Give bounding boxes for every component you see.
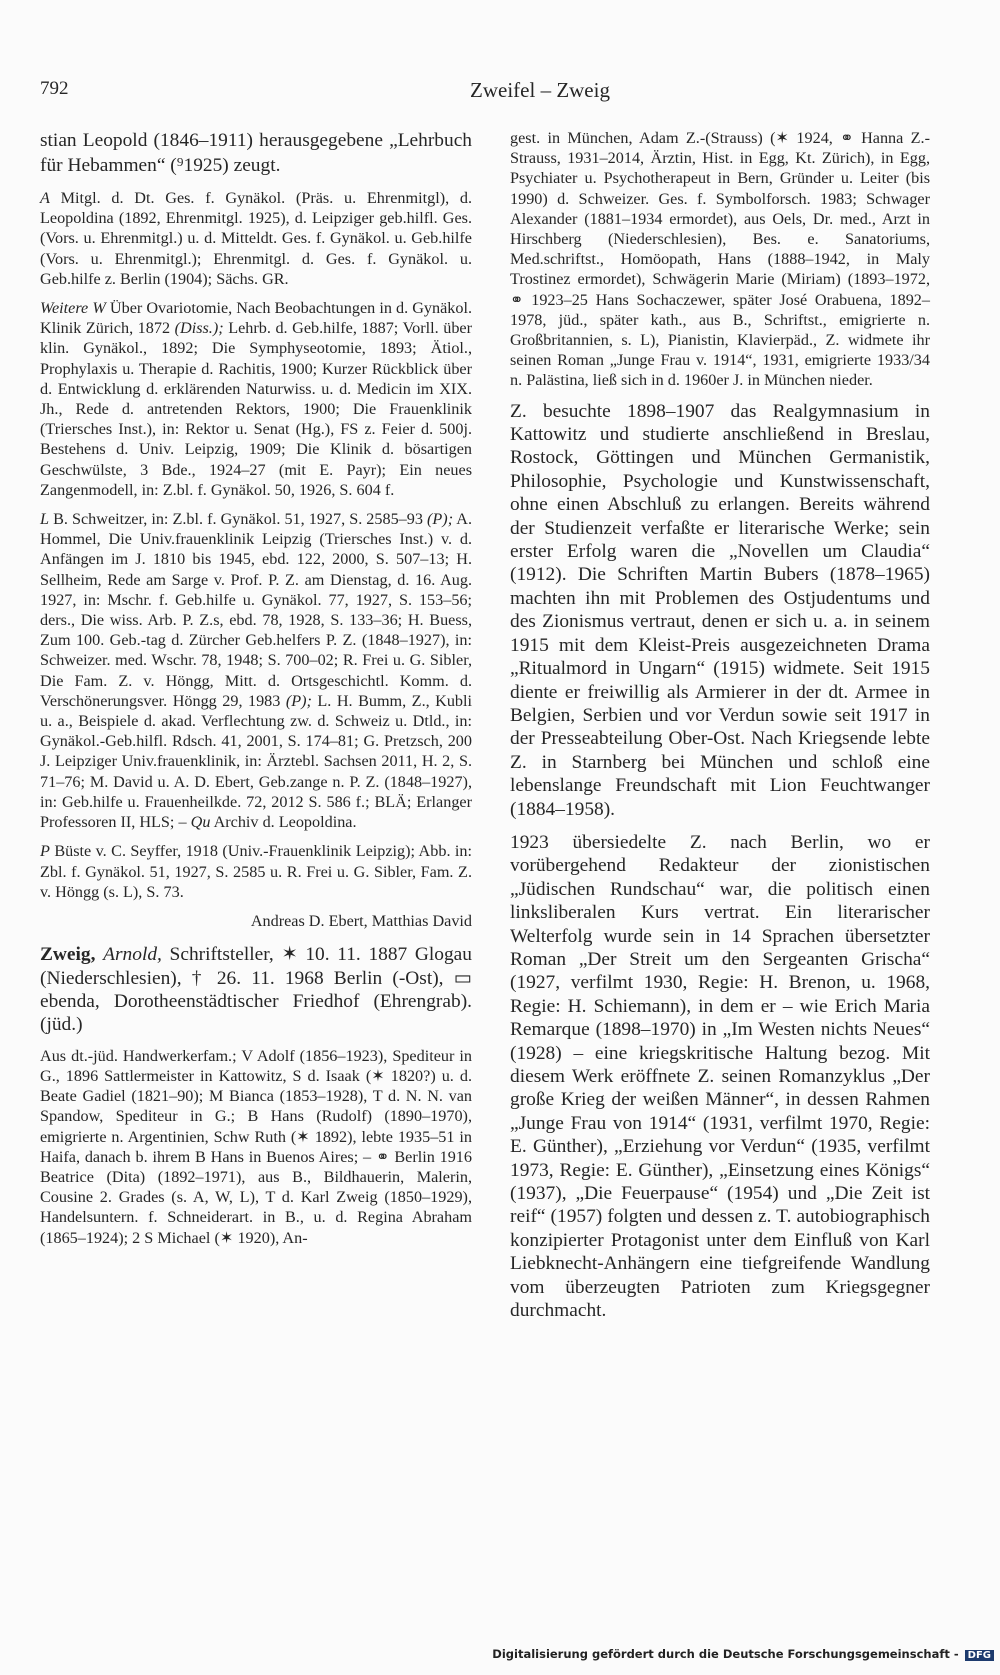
literature-text-3: L. H. Bumm, Z., Kubli u. a., Beispiele d. akad. Verflechtung zw. d. Schweiz u. Dtld., in: Gynäkol.-Geb.hilfl. Rdsch. 41, 2001, S. 174–81; G. Pretzsch, 200 J. Leipziger Univ.frauenklinik, in: Ärztebl. Sachsen 2011, H. 2, S. 71–76; M. David u. A. D. Ebert, Geb.zange n. P. Z. (1848–1927), in: Geb.hilfe u. Frauenheilkde. 72, 2012 S. 586 f.; BLÄ; Erlanger Professoren II, HLS; –	[40, 691, 473, 832]
biography-paragraph-2: 1923 übersiedelte Z. nach Berlin, wo er vorübergehend Redakteur der zionistischen „Jüdischen Rundschau“ war, die politisch einen linksliberalen Kurs vertrat. Ein literarischer Welterfolg wurde sein in 14 Sprachen übersetzter Roman „Der Streit um den Sergeanten Grischa“ (1927, verfilmt 1930, Regie: H. Brenon, u. 1968, Regie: H. Schiemann), in dem er – wie Erich Maria Remarque (1898–1970) in „Im Westen nichts Neues“ (1928) – eine kriegskritische Haltung bezog. Mit diesem Werk eröffnete Z. seinen Romanzyklus „Der große Krieg der weißen Männer“, in dessen Rahmen „Junge Frau von 1914“ (1931, verfilmt 1970, Regie: E. Günther), „Erziehung vor Verdun“ (1935, verfilmt 1973, Regie: E. Günther), „Einsetzung eines Königs“ (1937), „Die Feuerpause“ (1954) und „Die Zeit ist reif“ (1957) folgten und dessen z. T. autobiographisch konzipierter Protagonist unter dem Einfluß von Karl Liebknecht-Anhängern eine tiefgreifende Wandlung vom überzeugten Patrioten zum Kriegsgegner durchmacht.	[510, 831, 930, 1322]
lead-paragraph: stian Leopold (1846–1911) herausgegebene „Lehrbuch für Hebammen“ (⁹1925) zeugt.	[40, 130, 472, 176]
left-column	[40, 128, 472, 1257]
entry-surname: Zweig,	[40, 944, 96, 966]
literature-text-2: A. Hommel, Die Univ.frauenklinik Leipzig (Triersches Inst.) v. d. Anfängen im J. 1810 bis 1945, ebd. 122, 2000, S. 507–13; H. Sellheim, Rede am Sarge v. Prof. P. Z. am Dienstag, d. 16. Aug. 1927, in: Mschr. f. Geb.hilfe u. Gynäkol. 77, 1927, S. 153–56; ders., Die wiss. Arb. P. Z.s, ebd. 78, 1928, S. 133–36; H. Buess, Zum 100. Geb.-tag d. Zürcher Geb.helfers P. Z. (1848–1927), in: Schweizer. med. Wschr. 78, 1948; S. 700–02; R. Frei u. G. Sibler, Die Fam. Z. v. Höngg, Mitt. d. Ortsgeschichtl. Komm. d. Verschönerungsver. Höngg 29, 1983	[40, 510, 473, 710]
entry-heading	[40, 943, 472, 1037]
page-number: 792	[40, 78, 69, 99]
biography-paragraph-1: Z. besuchte 1898–1907 das Realgymnasium in Kattowitz und studierte anschließend in Breslau, Rostock, Göttingen und München Germanistik, Philosophie, Psychologie und Kunstwissenschaft, ohne einen Abschluß zu erlangen. Bereits während der Studienzeit verfaßte er literarische Werke; sein erster Erfolg waren die „Novellen um Claudia“ (1912). Die Schriften Martin Bubers (1878–1965) machten ihn mit Problemen des Ostjudentums und des Zionismus vertraut, denen er sich u. a. in seinem 1915 mit dem Kleist-Preis ausgezeichneten Drama „Ritualmord in Ungarn“ (1915) widmete. Seit 1915 diente er freiwillig als Armierer in der dt. Armee in Belgien, Serbien und vor Verdun sowie seit 1917 in der Presseabteilung Ober-Ost. Nach Kriegsende lebte Z. in Starnberg bei München und schloß eine lebenslange Freundschaft mit Lion Feuchtwanger (1884–1958).	[510, 400, 930, 820]
literature-text-4: Archiv d. Leopoldina.	[213, 813, 357, 832]
entry-details: Schriftsteller, ✶ 10. 11. 1887 Glogau (Niederschlesien), † 26. 11. 1968 Berlin (-Ost), ▭ ebenda, Dorotheenstädtischer Friedhof (Ehrengrab). (jüd.)	[40, 944, 472, 1036]
genealogy-text: Aus dt.-jüd. Handwerkerfam.; V Adolf (1856–1923), Spediteur in G., 1896 Sattlermeister in Kattowitz, S d. Isaak (✶ 1820?) u. d. Beate Gadiel (1821–90); M Bianca (1853–1928), T d. N. N. van Spandow, Spediteur in G.; B Hans (Rudolf) (1890–1970), emigrierte n. Argentinien, Schw Ruth (✶ 1892), lebte 1935–51 in Haifa, danach b. ihrem B Hans in Buenos Aires; – ⚭ Berlin 1916 Beatrice (Dita) (1892–1971), aus B., Bildhauerin, Malerin, Cousine 2. Grades (s. A, W, L), T d. Karl Zweig (1850–1929), Handelsuntern. f. Schneiderart. in B., u. d. Regina Abraham (1865–1924); 2 S Michael (✶ 1920), An-	[40, 1046, 472, 1247]
entry-given-name: Arnold,	[103, 944, 162, 966]
right-column	[510, 128, 930, 1332]
works-diss: (Diss.);	[174, 319, 224, 338]
literature-sources-label: Qu	[190, 813, 211, 832]
literature-portrait-1: (P);	[427, 510, 454, 529]
author-signature: Andreas D. Ebert, Matthias David	[250, 911, 472, 930]
works-text-1: Über Ovariotomie, Nach Beobachtungen in d. Gynäkol. Klinik Zürich, 1872	[40, 299, 473, 338]
works-text-2: Lehrb. d. Geb.hilfe, 1887; Vorll. über klin. Gynäkol., 1892; Die Symphyseotomie, 1893; Ätiol., Prophylaxis u. Therapie d. Rachitis, 1900; Kurzer Rückblick über d. Entwicklung d. erklärenden Naturwiss. u. d. Medicin im XIX. Jh., Rede d. antretenden Rektors, 1900; Die Frauenklinik (Triersches Inst.), in: Rektor u. Senat (Hg.), FS z. Feier d. 500j. Bestehens d. Univ. Leipzig, 1909; Die Klinik d. bösartigen Geschwülste, 3 Bde., 1924–27 (mit E. Payr); Ein neues Zangenmodell, in: Z.bl. f. Gynäkol. 50, 1926, S. 604 f.	[40, 319, 473, 499]
portraits-text: Büste v. C. Seyffer, 1918 (Univ.-Frauenklinik Leipzig); Abb. in: Zbl. f. Gynäkol. 51, 1927, S. 2585 u. R. Frei u. G. Sibler, Fam. Z. v. Höngg (s. L), S. 73.	[40, 842, 473, 901]
portraits-section	[40, 841, 472, 902]
memberships-section	[40, 188, 472, 289]
works-section	[40, 298, 472, 500]
footer-text: Digitalisierung gefördert durch die Deutsche Forschungsgemeinschaft -	[492, 1647, 959, 1661]
section-label-a: A	[40, 189, 50, 207]
section-label-p: P	[40, 842, 50, 861]
literature-text-1: B. Schweitzer, in: Z.bl. f. Gynäkol. 51, 1927, S. 2585–93	[53, 510, 423, 529]
running-title: Zweifel – Zweig	[470, 78, 610, 102]
dfg-logo: DFG	[965, 1650, 994, 1661]
memberships-text: Mitgl. d. Dt. Ges. f. Gynäkol. (Präs. u. Ehrenmitgl), d. Leopoldina (1892, Ehrenmitgl. 1925), d. Leipziger geb.hilfl. Ges. (Vors. u. Ehrenmitgl.) u. d. Mitteldt. Ges. f. Gynäkol. u. Geb.hilfe (Vors. u. Ehrenmitgl.); Ehrenmitgl. d. Ges. f. Gynäkol. u. Geb.hilfe z. Berlin (1904); Sächs. GR.	[40, 189, 473, 288]
digitization-footer	[492, 1647, 994, 1661]
section-label-l: L	[40, 510, 50, 529]
literature-portrait-2: (P);	[285, 691, 312, 710]
genealogy-continued: gest. in München, Adam Z.-(Strauss) (✶ 1924, ⚭ Hanna Z.-Strauss, 1931–2014, Ärztin, Hist. in Egg, Kt. Zürich), in Egg, Psychiater u. Psychotherapeut in Bern, Gründer u. Leiter (bis 1990) d. Schweizer. Ges. f. Symbolforsch. 1983; Schwager Alexander (1881–1934 ermordet), aus Oels, Dr. med., Arzt in Hirschberg (Niederschlesien), Bes. e. Sanatoriums, Med.schriftst., Homöopath, Hans (1888–1942, in Maly Trostinez ermordet), Schwägerin Marie (Miriam) (1893–1972, ⚭ 1923–25 Hans Sochaczewer, später José Orabuena, 1892–1978, jüd., später kath., aus B., Schriftst., emigrierte n. Großbritannien, s. L), Pianistin, Klavierpäd., Z. widmete ihr seinen Roman „Junge Frau v. 1914“, 1931, emigrierte 1933/34 n. Palästina, ließ sich in d. 1960er J. in München nieder.	[510, 129, 930, 390]
literature-section	[40, 509, 472, 832]
section-label-w: Weitere W	[40, 299, 106, 318]
